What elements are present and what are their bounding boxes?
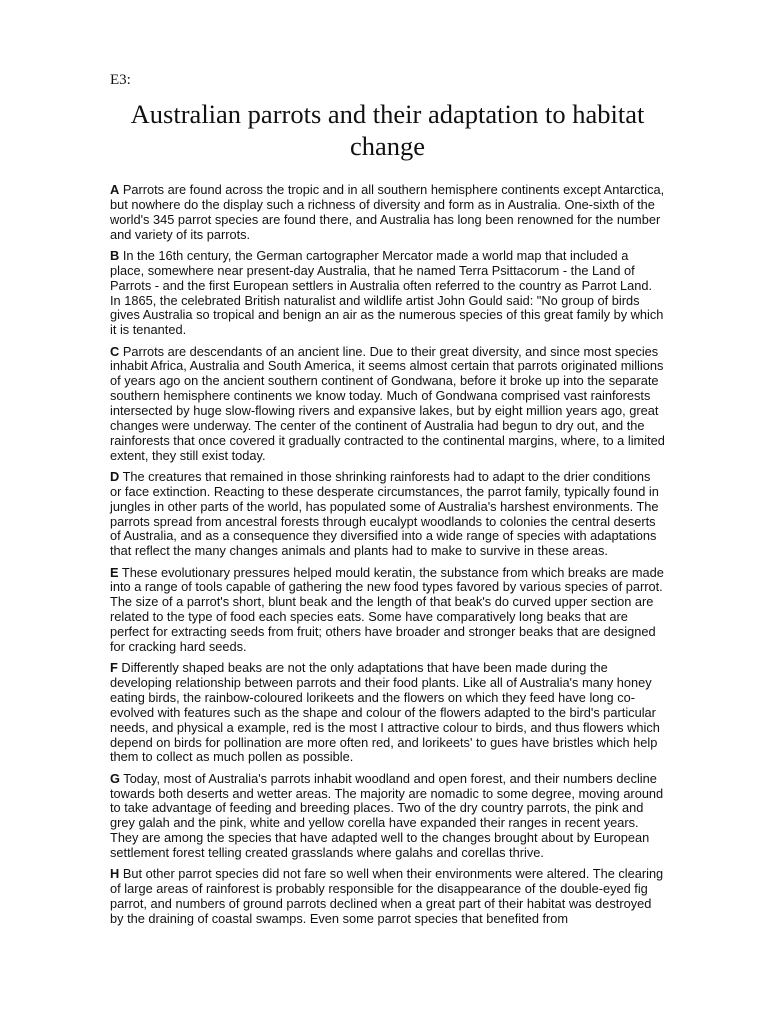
paragraph-text: Parrots are found across the tropic and in all southern hemisphere continents except Antarctica, but nowhere do the display such a richness of diversity and form as in Australia. One-sixth of the world's 345 parrot species are found there, and Australia has long been renowned for the number and variety of its parrots. — [110, 182, 665, 242]
paragraph-letter: E — [110, 564, 119, 580]
paragraph-letter: H — [110, 866, 120, 882]
page-title: Australian parrots and their adaptation to habitat change — [130, 99, 645, 161]
paragraph-text: Parrots are descendants of an ancient line. Due to their great diversity, and since most species inhabit Africa, Australia and South America, it seems almost certain that parrots originated millions of years ago on the ancient southern continent of Gondwana, before it broke up into the separate southern hemisphere continents we know today. Much of Gondwana comprised vast rainforests intersected by huge slow-flowing rivers and expansive lakes, but by eight million years ago, great changes were underway. The center of the continent of Australia had begun to dry out, and the rainforests that once covered it gradually contracted to the continental margins, where, to a limited extent, they still exist today. — [110, 343, 665, 463]
paragraph-letter: B — [110, 247, 120, 263]
paragraph-text: But other parrot species did not fare so well when their environments were altered. The clearing of large areas of rainforest is probably responsible for the disappearance of the double-eyed fig parrot, and numbers of ground parrots declined when a great part of their habitat was destroyed by the draining of coastal swamps. Even some parrot species that benefited from — [110, 866, 664, 926]
article-body — [110, 183, 665, 933]
paragraph-text: Differently shaped beaks are not the only adaptations that have been made during the developing relationship between parrots and their food plants. Like all of Australia's many honey eating birds, the rainbow-coloured lorikeets and the flowers on which they feed have long co-evolved with features such as the shape and colour of the flowers adapted to the bird's particular needs, and physical a example, red is the most I attractive colour to birds, and thus flowers which depend on birds for pollination are more often red, and lorikeets' to gues have bristles which help them to collect as much pollen as possible. — [110, 660, 660, 765]
exercise-label: E3: — [110, 72, 131, 88]
paragraph-e — [110, 566, 665, 655]
paragraph-text: In the 16th century, the German cartographer Mercator made a world map that included a place, somewhere near present-day Australia, that he named Terra Psittacorum - the Land of Parrots - and the first European settlers in Australia often referred to the country as Parrot Land. In 1865, the celebrated British naturalist and wildlife artist John Gould said: "No group of birds gives Australia so tropical and benign an air as the numerous species of this great family by which it is tenanted. — [110, 247, 664, 338]
paragraph-text: The creatures that remained in those shrinking rainforests had to adapt to the drier conditions or face extinction. Reacting to these desperate circumstances, the parrot family, typically found in jungles in other parts of the world, has populated some of Australia's harshest environments. The parrots spread from ancestral forests through eucalypt woodlands to colonies the central deserts of Australia, and as a consequence they diversified into a wide range of species with adaptations that reflect the many changes animals and plants had to make to survive in these areas. — [110, 468, 659, 559]
paragraph-letter: G — [110, 770, 120, 786]
paragraph-letter: D — [110, 468, 120, 484]
paragraph-letter: C — [110, 343, 120, 359]
paragraph-d — [110, 470, 665, 559]
paragraph-c — [110, 345, 665, 464]
paragraph-text: Today, most of Australia's parrots inhabit woodland and open forest, and their numbers decline towards both deserts and wetter areas. The majority are nomadic to some degree, moving around to take advantage of feeding and breeding places. Two of the dry country parrots, the pink and grey galah and the pink, white and yellow corella have expanded their ranges in recent years. They are among the species that have adapted well to the changes brought about by European settlement forest telling created grasslands where galahs and corellas thrive. — [110, 770, 664, 860]
paragraph-f — [110, 661, 665, 765]
paragraph-letter: A — [110, 182, 120, 197]
paragraph-text: These evolutionary pressures helped mould keratin, the substance from which breaks are made into a range of tools capable of gathering the new food types favored by various species of parrot. The size of a parrot's short, blunt beak and the length of that beak's do curved upper section are related to the type of food each species eats. Some have comparatively long beaks that are perfect for extracting seeds from fruit; others have broader and stronger beaks that are designed for cracking hard seeds. — [110, 564, 664, 654]
paragraph-letter: F — [110, 660, 118, 676]
paragraph-a — [110, 183, 665, 242]
paragraph-g — [110, 772, 665, 861]
paragraph-b — [110, 249, 665, 338]
paragraph-h — [110, 867, 665, 926]
